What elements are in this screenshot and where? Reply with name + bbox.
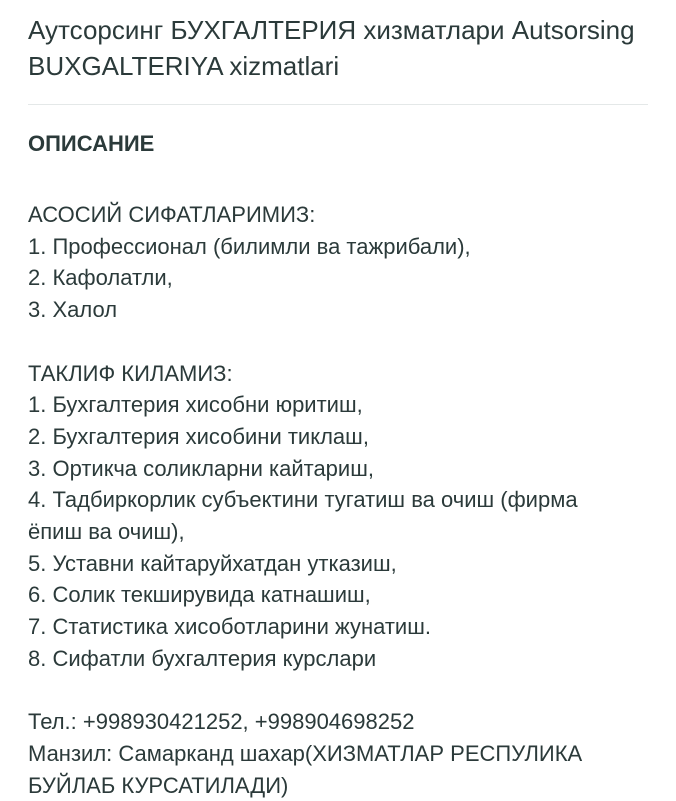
feature-item: 1. Профессионал (билимли ва тажрибали), <box>28 233 471 259</box>
offer-item: 7. Статистика хисоботларини жунатиш. <box>28 614 431 640</box>
listing-title-line-1: Аутсорсинг БУХГАЛТЕРИЯ хизматлари Autsorsing <box>28 15 635 45</box>
offer-item: 6. Солик текширувида катнашиш, <box>28 582 371 608</box>
offer-item: 8. Сифатли бухгалтерия курслари <box>28 645 377 671</box>
features-heading: АСОСИЙ СИФАТЛАРИМИЗ: <box>28 202 316 227</box>
address-line-2: БУЙЛАБ КУРСАТИЛАДИ) <box>28 772 289 798</box>
offer-item: 4. Тадбиркорлик субъектини тугатиш ва очиш (фирма <box>28 487 578 513</box>
offers-heading: ТАКЛИФ КИЛАМИЗ: <box>28 360 233 386</box>
feature-item: 3. Халол <box>28 297 118 323</box>
description-spacer <box>28 179 648 199</box>
offer-item: 1. Бухгалтерия хисобни юритиш, <box>28 392 363 418</box>
offer-item: 5. Уставни кайтаруйхатдан утказиш, <box>28 550 397 576</box>
blank-line <box>28 326 648 358</box>
feature-item: 2. Кафолатли, <box>28 265 173 291</box>
listing-title <box>28 12 648 84</box>
offer-item: 3. Ортикча соликларни кайтариш, <box>28 455 374 481</box>
phone-line: Тел.: +998930421252, +998904698252 <box>28 709 415 735</box>
listing-title-line-2: BUXGALTERIYA xizmatlari <box>28 51 340 81</box>
blank-line <box>28 675 648 707</box>
description-heading: ОПИСАНИЕ <box>28 131 155 156</box>
address-line-1: Манзил: Самарканд шахар(ХИЗМАТЛАР РЕСПУЛИКА <box>28 740 583 766</box>
offer-item: 2. Бухгалтерия хисобини тиклаш, <box>28 423 369 449</box>
description-text <box>28 179 648 801</box>
offer-item-continuation: ёпиш ва очиш), <box>28 519 185 545</box>
section-divider <box>28 104 648 105</box>
